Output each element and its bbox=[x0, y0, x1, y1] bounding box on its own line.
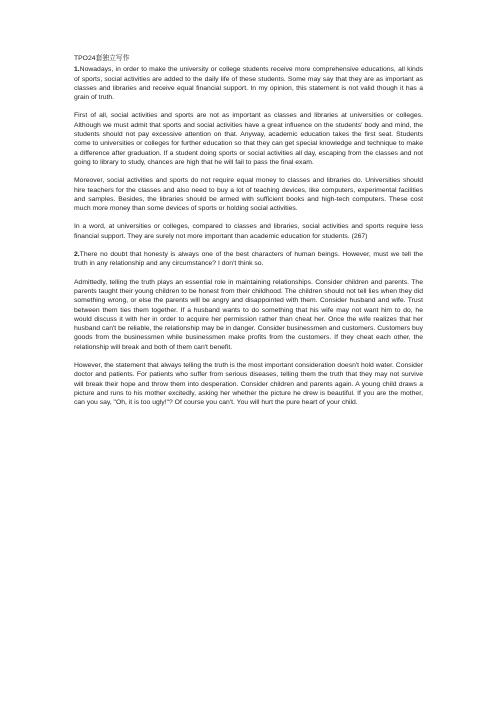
essay-1-paragraph-1 bbox=[74, 65, 423, 102]
essay-2-number: 2. bbox=[74, 251, 80, 259]
essay-2-paragraph-2: Admittedly, telling the truth plays an essential role in maintaining relationships. Consider children and parents. The parents taught their young children to be honest from their childhood. The children should not tell lies when they did something wrong, or else the parents will be angry and disappointed with them. Consider husband and wife. Trust between them ties them together. If a husband wants to do something that his wife may not want him to do, he would discuss it with her in order to acquire her permission rather than cheat her. Once the wife realizes that her husband can't be reliable, the relationship may be in danger. Consider businessmen and customers. Customers buy goods from the businessmen while businessmen make profits from the customers. If they cheat each other, the relationship will break and both of them can't benefit. bbox=[74, 278, 423, 351]
essay-2-paragraph-1 bbox=[74, 250, 423, 269]
essay-1-paragraph-4: In a word, at universities or colleges, compared to classes and libraries, social activities and sports require less financial support. They are surely not more important than academic education for students. (267) bbox=[74, 223, 423, 240]
document-page bbox=[74, 54, 423, 417]
essay-1-number: 1. bbox=[74, 66, 80, 74]
essay-2-paragraph-3: However, the statement that always telling the truth is the most important consideration doesn't hold water. Consider doctor and patients. For patients who suffer from serious diseases, telling them the truth that they may not survive will break their hope and throw them into desperation. Consider children and parents again. A young child draws a picture and runs to his mother excitedly, asking her whether the picture he drew is beautiful. If you are the mother, can you say, "Oh, it is too ugly!"? Of course you can't. You will hurt the pure heart of your child. bbox=[74, 362, 423, 407]
essay-1-paragraph-2: First of all, social activities and sports are not as important as classes and libraries at universities or colleges. Although we must admit that sports and social activities have a great influence on the students' body and mind, the students should not pay excessive attention on that. Anyway, academic education takes the first seat. Students come to universities or colleges for further education so that they can get special knowledge and technique to make a difference after graduation. If a student doing sports or social activities all day, escaping from the classes and not going to library to study, chances are high that he will fail to pass the final exam. bbox=[74, 112, 423, 166]
document-title: TPO24套独立写作 bbox=[74, 55, 130, 62]
paragraph-text: Nowadays, in order to make the university or college students receive more comprehensive educations, all kinds of sports, social activities are added to the daily life of these students. Some may say that they are as important as classes and libraries and receive equal financial support. In my opinion, this statement is not valid though it has a grain of truth. bbox=[74, 66, 423, 102]
paragraph-text: There no doubt that honesty is always one of the best characters of human beings. However, must we tell the truth in any relationship and any circumstance? I don't think so. bbox=[74, 251, 423, 268]
essay-1-paragraph-3: Moreover, social activities and sports do not require equal money to classes and libraries do. Universities should hire teachers for the classes and also need to buy a lot of teaching devices, like computers, experimental facilities and samples. Besides, the libraries should be armed with sufficient books and high-tech computers. These cost much more money than some devices of sports or holding social activities. bbox=[74, 177, 423, 213]
